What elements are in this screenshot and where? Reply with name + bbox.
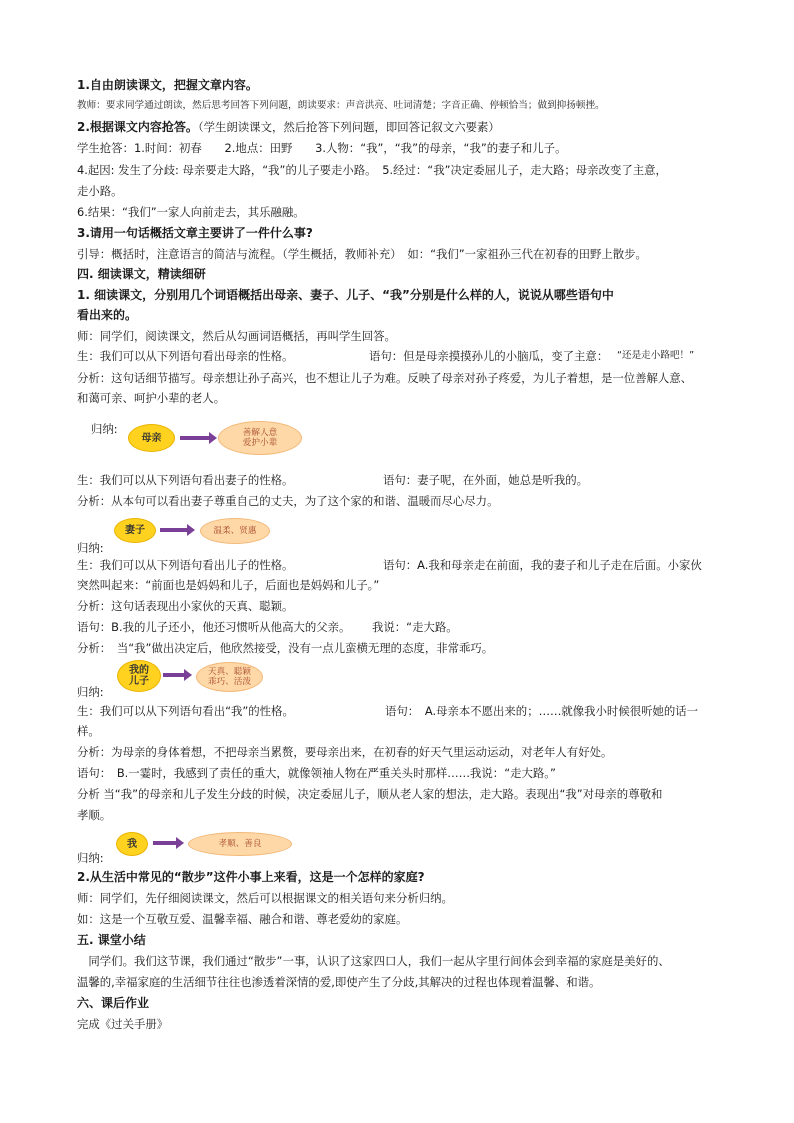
son-node: [117, 660, 161, 692]
mother-node: 母亲: [128, 424, 175, 452]
guidance-line: 引导：概括时，注意语言的简洁与流程。（学生概括，教师补充） 如：“我们”一家祖孙三代在初春的田野上散步。: [77, 247, 647, 261]
mother-traits: [218, 421, 302, 455]
analysis-line: 孝顺。: [77, 808, 112, 822]
quote-text: 我说：“走大路。: [372, 620, 458, 634]
question-1-cont: 看出来的。: [77, 308, 138, 322]
analysis-line: 和蔼可亲、呵护小辈的老人。: [77, 391, 226, 405]
wife-traits: 温柔、贤惠: [200, 518, 270, 544]
analysis-line: 分析：从本句可以看出妻子尊重自己的丈夫，为了这个家的和谐、温暖而尽心尽力。: [77, 494, 499, 508]
summary-label: 归纳:: [77, 685, 104, 699]
quote-line: 语句： B.一霎时，我感到了责任的重大，就像领袖人物在严重关头时那样……我说：“走大路。”: [77, 766, 556, 780]
example-line: 如：这是一个互敬互爱、温馨幸福、融合和谐、尊老爱幼的家庭。: [77, 912, 408, 926]
me-traits: 孝顺、善良: [188, 832, 292, 856]
quote-text: 语句：B.我的儿子还小，他还习惯听从他高大的父亲。: [77, 620, 351, 634]
student-claim: 生：我们可以从下列语句看出妻子的性格。: [77, 473, 294, 487]
quote-line: [77, 619, 721, 635]
analysis-line: 分析：这句话表现出小家伙的天真、聪颖。: [77, 599, 294, 613]
arrow-icon: [163, 673, 185, 677]
homework-line: 完成《过关手册》: [77, 1017, 169, 1031]
quote-label: 语句：但是母亲摸摸孙儿的小脑瓜，变了主意：: [369, 349, 609, 363]
student-line: [77, 348, 721, 364]
section-heading-1: 1.自由朗读课文，把握文章内容。: [77, 78, 258, 92]
me-node: 我: [116, 832, 148, 856]
section-heading-3: 3.请用一句话概括文章主要讲了一件什么事?: [77, 226, 313, 240]
trait-text: 爱护小辈: [242, 438, 278, 448]
answer-line: 学生抢答：1.时间：初春 2.地点：田野 3.人物：“我”，“我”的母亲，“我”的妻子和儿子。: [77, 141, 567, 155]
quote-text: 语句：A.我和母亲走在前面，我的妻子和儿子走在后面。小家伙: [383, 558, 702, 572]
node-text: 儿子: [129, 676, 149, 687]
chapter-heading-4: 四. 细读课文，精读细研: [77, 267, 206, 281]
quote-text: 语句：妻子呢，在外面，她总是听我的。: [383, 473, 589, 487]
quote-line: 突然叫起来：“前面也是妈妈和儿子，后面也是妈妈和儿子。”: [77, 578, 380, 592]
analysis-line: 分析 当“我”的母亲和儿子发生分歧的时候，决定委屈儿子，顺从老人家的想法，走大路。表现出“我”对母亲的尊敬和: [77, 787, 663, 801]
summary-label: 归纳:: [91, 422, 118, 436]
question-1: 1. 细读课文，分别用几个词语概括出母亲、妻子、儿子、“我”分别是什么样的人，说说从哪些语句中: [77, 288, 614, 302]
arrow-icon: [160, 528, 188, 532]
section-heading-2-note: （学生朗读课文，然后抢答下列问题，即回答记叙文六要素）: [197, 120, 500, 134]
question-2: 2.从生活中常见的“散步”这件小事上来看，这是一个怎样的家庭?: [77, 870, 425, 884]
quote-line: 样。: [77, 724, 100, 738]
trait-text: 天真、聪颖: [208, 667, 251, 677]
quote-text: 语句： A.母亲本不愿出来的；……就像我小时候很听她的话一: [385, 704, 699, 718]
analysis-line: 分析：为母亲的身体着想，不把母亲当累赘，要母亲出来，在初春的好天气里运动运动，对老年人有好处。: [77, 745, 613, 759]
summary-paragraph: 同学们。我们这节课，我们通过“散步”一事，认识了这家四口人，我们一起从字里行间体会到幸福的家庭是美好的、: [77, 954, 670, 968]
analysis-line: 分析：这句话细节描写。母亲想让孙子高兴，也不想让儿子为难。反映了母亲对孙子疼爱，为儿子着想，是一位善解人意、: [77, 371, 693, 385]
answer-line: 走小路。: [77, 184, 123, 198]
trait-text: 乖巧、活泼: [208, 677, 251, 687]
teacher-instruction: 教师：要求同学通过朗读，然后思考回答下列问题，朗读要求：声音洪亮、吐词清楚；字音正确、停顿恰当；做到抑扬顿挫。: [77, 100, 605, 111]
student-line: [77, 703, 721, 719]
analysis-line: 分析： 当“我”做出决定后，他欣然接受，没有一点儿蛮横无理的态度，非常乖巧。: [77, 641, 494, 655]
son-traits: [196, 662, 263, 692]
student-claim: 生：我们可以从下列语句看出儿子的性格。: [77, 558, 294, 572]
arrow-icon: [153, 841, 177, 845]
wife-node: 妻子: [114, 518, 156, 543]
section-heading-2: 2.根据课文内容抢答。: [77, 120, 198, 134]
trait-text: 善解人意: [242, 428, 278, 438]
node-text: 我的: [129, 665, 149, 676]
summary-label: 归纳:: [77, 541, 104, 555]
section-heading-2-line: [77, 119, 721, 135]
student-claim: 生：我们可以从下列语句看出母亲的性格。: [77, 349, 294, 363]
student-line: [77, 472, 721, 488]
summary-label: 归纳:: [77, 851, 104, 865]
arrow-icon: [180, 436, 210, 440]
answer-line: 6.结果：“我们”一家人向前走去，其乐融融。: [77, 205, 305, 219]
quote-text: “还是走小路吧！”: [617, 350, 695, 361]
student-line: [77, 557, 721, 573]
student-claim: 生：我们可以从下列语句看出“我”的性格。: [77, 704, 294, 718]
answer-line: 4.起因: 发生了分歧: 母亲要走大路，“我”的儿子要走小路。 5.经过：“我”决定委屈儿子，走大路；母亲改变了主意，: [77, 163, 667, 177]
chapter-heading-6: 六、课后作业: [77, 996, 150, 1010]
chapter-heading-5: 五. 课堂小结: [77, 933, 146, 947]
summary-paragraph: 温馨的,幸福家庭的生活细节往往也渗透着深情的爱,即使产生了分歧,其解决的过程也体现着温馨、和谐。: [77, 975, 601, 989]
teacher-line: 师：同学们，先仔细阅读课文，然后可以根据课文的相关语句来分析归纳。: [77, 891, 453, 905]
teacher-line: 师：同学们，阅读课文，然后从勾画词语概括，再叫学生回答。: [77, 329, 396, 343]
